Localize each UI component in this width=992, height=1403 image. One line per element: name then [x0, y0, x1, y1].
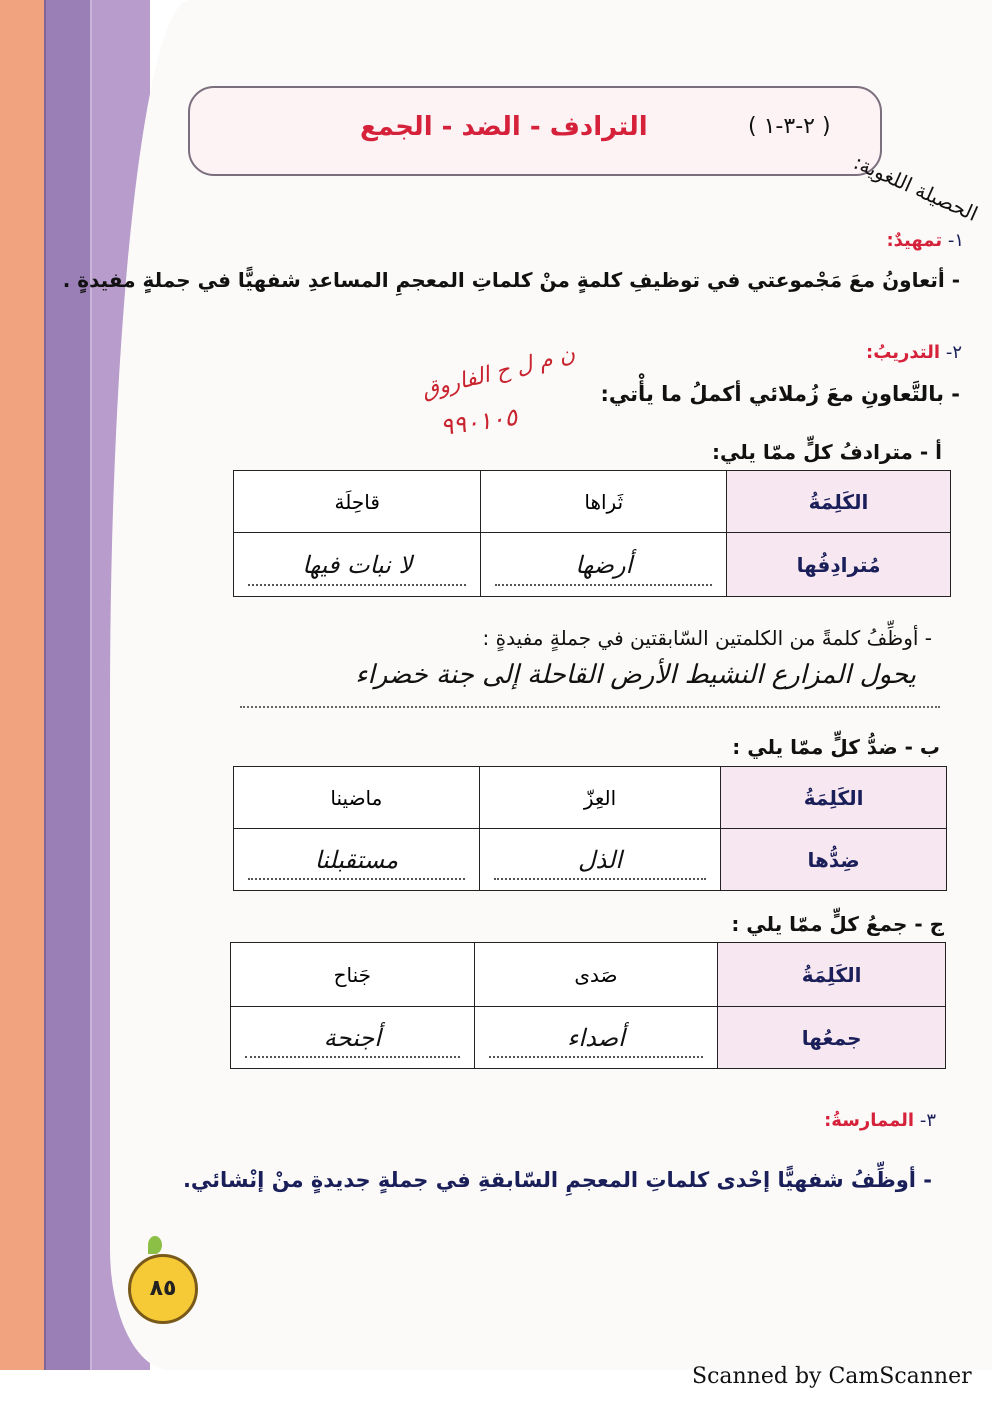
spine-divider [44, 0, 46, 1370]
intro-number: ١- [947, 230, 964, 251]
opposites-word-1: العِزّ [479, 767, 720, 829]
table-row [234, 767, 947, 829]
lesson-code: ( ٢-٣-١ ) [748, 114, 831, 139]
opposites-prompt: ب - ضدُّ كلٍّ ممّا يلي : [732, 735, 940, 759]
training-number: ٢- [945, 342, 962, 363]
synonyms-table [233, 470, 951, 597]
synonyms-answer-2: لا نبات فيها [302, 550, 413, 579]
opposites-table [233, 766, 947, 891]
opposites-answer-2: مستقبلنا [314, 845, 399, 874]
handwritten-student-name: ن م ل ح الفاروق [419, 341, 578, 404]
synonyms-word-2: قاحِلَة [234, 471, 481, 533]
plurals-answer-label: جمعُها [718, 1007, 946, 1069]
sentence-answer[interactable]: يحول المزارع النشيط الأرض القاحلة إلى جنة خضراء [355, 660, 916, 690]
spine-divider [90, 0, 92, 1370]
table-row [234, 829, 947, 891]
practice-heading [824, 1110, 936, 1131]
synonyms-answer-cell-1[interactable] [481, 533, 727, 597]
plurals-answer-2: أجنحة [323, 1023, 381, 1052]
synonyms-answer-1: أرضها [575, 550, 633, 579]
sentence-answer-line [240, 706, 940, 708]
plurals-answer-1: أصداء [567, 1023, 625, 1052]
plurals-answer-cell-1[interactable] [474, 1007, 718, 1069]
intro-text: - أتعاونُ معَ مَجْموعتي في توظيفِ كلمةٍ منْ كلماتِ المعجمِ المساعدِ شفهيًّا في جملةٍ مفيدةٍ . [62, 268, 960, 292]
lesson-title: الترادف - الضد - الجمع [360, 112, 648, 142]
sentence-prompt: - أوظِّفُ كلمةً من الكلمتين السّابقتين في جملةٍ مفيدةٍ : [482, 626, 932, 650]
table-row [231, 1007, 946, 1069]
handwritten-student-number: ٩٩٠١٠٥ [438, 402, 519, 442]
leaf-icon [148, 1236, 162, 1254]
opposites-header-cell: الكَلِمَةُ [721, 767, 947, 829]
opposites-answer-1: الذل [578, 845, 623, 874]
plurals-answer-cell-2[interactable] [231, 1007, 475, 1069]
intro-title: تمهيدٌ: [886, 230, 943, 251]
plurals-word-1: صَدى [474, 943, 718, 1007]
lesson-label: الحصيلة اللغوية: [850, 150, 982, 226]
page-number-badge: ٨٥ [128, 1254, 198, 1324]
plurals-prompt: ج - جمعُ كلٍّ ممّا يلي : [731, 912, 944, 936]
opposites-answer-cell-1[interactable] [479, 829, 720, 891]
scanner-watermark: Scanned by CamScanner [692, 1364, 972, 1389]
opposites-answer-cell-2[interactable] [234, 829, 480, 891]
synonyms-header-cell: الكَلِمَةُ [727, 471, 951, 533]
opposites-word-2: ماضينا [234, 767, 480, 829]
synonyms-word-1: ثَراها [481, 471, 727, 533]
practice-title: الممارسةُ: [824, 1110, 915, 1131]
synonyms-answer-cell-2[interactable] [234, 533, 481, 597]
opposites-answer-label: ضِدُّها [721, 829, 947, 891]
plurals-word-2: جَناح [231, 943, 475, 1007]
intro-heading [886, 230, 964, 251]
table-row [234, 471, 951, 533]
plurals-table [230, 942, 946, 1069]
training-text: - بالتَّعاونِ معَ زُملائي أكملُ ما يأْتي: [600, 382, 960, 406]
training-heading [866, 342, 962, 363]
training-title: التدريبُ: [866, 342, 941, 363]
table-row [234, 533, 951, 597]
table-row [231, 943, 946, 1007]
practice-number: ٣- [919, 1110, 936, 1131]
synonyms-answer-label: مُترادِفُها [727, 533, 951, 597]
plurals-header-cell: الكَلِمَةُ [718, 943, 946, 1007]
practice-text: - أوظِّفُ شفهيًّا إحْدى كلماتِ المعجمِ السّابقةِ في جملةٍ جديدةٍ منْ إنْشائي. [182, 1168, 932, 1192]
synonyms-prompt: أ - مترادفُ كلٍّ ممّا يلي: [712, 440, 942, 464]
